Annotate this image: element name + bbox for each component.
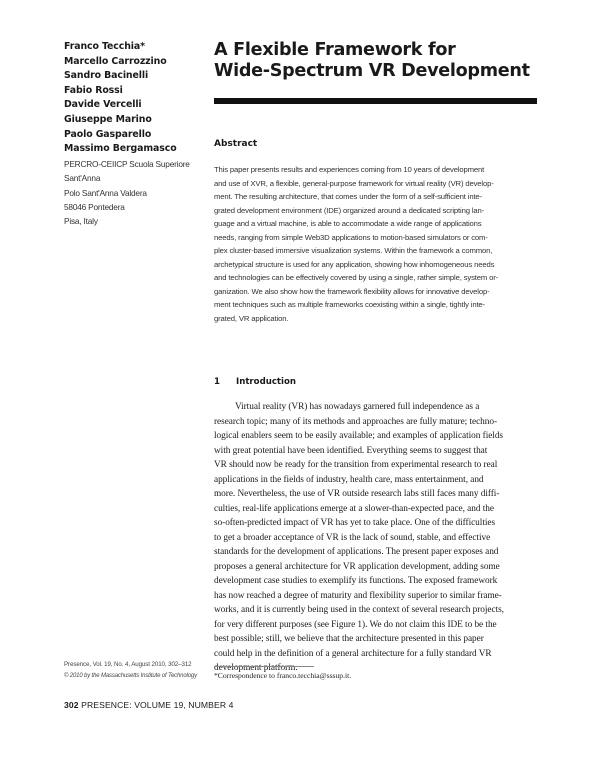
abstract-body [214, 163, 537, 326]
abstract-heading: Abstract [214, 139, 258, 149]
body-line: applications in the fields of industry, health care, mass entertainment, and [214, 474, 484, 485]
abstract-line: grated development environment (IDE) organized around a dedicated scripting lan- [214, 205, 485, 215]
abstract-line: and use of XVR, a flexible, general-purpose framework for virtual reality (VR) develop- [214, 178, 494, 188]
author-name: Fabio Rossi [64, 84, 123, 96]
paper-title [214, 40, 554, 81]
abstract-line: plex cluster-based immersive visualization systems. Within the framework a common, [214, 246, 493, 256]
body-line: could help in the definition of a general architecture for a fully standard VR [214, 648, 492, 659]
body-line: culties, real-life applications emerge at a slower-than-expected pace, and the [214, 503, 494, 514]
body-line: development platform. [214, 663, 298, 673]
abstract-line: guage and a virtual machine, is able to accommodate a wide range of applications [214, 219, 482, 229]
footnote: *Correspondence to franco.tecchia@sssup.it. [214, 671, 352, 680]
body-line: research topic; many of its methods and approaches are fully mature; techno- [214, 416, 498, 427]
body-line: works, and it is currently being used in the context of several research projects, [214, 605, 504, 615]
affiliation-line: 58046 Pontedera [64, 201, 125, 212]
author-block [64, 40, 214, 229]
body-line: with great potential have been identified. Everything seems to suggest that [214, 445, 488, 456]
affiliation-line: Sant'Anna [64, 173, 101, 184]
author-name: Massimo Bergamasco [64, 143, 177, 155]
section-heading: Introduction [236, 377, 297, 387]
author-name: Marcello Carrozzino [64, 55, 167, 67]
page-number: 302 [64, 700, 79, 710]
abstract-line: ment. The resulting architecture, that comes under the form of a self-sufficient inte- [214, 192, 482, 202]
abstract-line: This paper presents results and experiences coming from 10 years of development [214, 165, 485, 174]
journal-volume: PRESENCE: VOLUME 19, NUMBER 4 [81, 700, 234, 710]
affiliation-line: PERCRO-CEIICP Scuola Superiore [64, 158, 190, 169]
body-line: development case studies to exemplify its functions. The exposed framework [214, 576, 498, 586]
abstract-line: archetypical structure is used for any application, showing how inhomogeneous needs [214, 259, 495, 269]
body-line: for very different purposes (see Figure 1). We do not claim this IDE to be the [214, 619, 497, 630]
title-line: Wide-Spectrum VR Development [214, 60, 530, 81]
body-line: so-often-predicted impact of VR has yet to take place. One of the difficulties [214, 518, 496, 528]
body-line: has now reached a degree of maturity and flexibility superior to similar frame- [214, 590, 502, 601]
abstract-line: grated, VR application. [214, 314, 289, 324]
author-name: Franco Tecchia* [64, 41, 145, 52]
affiliation-line: Pisa, Italy [64, 216, 98, 227]
abstract-line: and technologies can be effectively covered by using a single, rather simple, system or- [214, 273, 499, 283]
abstract-line: needs, ranging from simple Web3D applications to motion-based simulators or com- [214, 232, 488, 242]
body-line: more. Nevertheless, the use of VR outside research labs still faces many diffi- [214, 489, 500, 499]
body-line: logical enablers seem to be easily available; and examples of application fields [214, 431, 504, 441]
body-line: proposes a general architecture for VR application development, adding some [214, 561, 500, 572]
author-name: Paolo Gasparello [64, 128, 152, 140]
body-line: Virtual reality (VR) has nowadays garnered full independence as a [235, 402, 480, 412]
page-footer [64, 700, 234, 710]
author-name: Davide Vercelli [64, 99, 142, 111]
copyright-notice: © 2010 by the Massachusetts Institute of Technology [64, 673, 197, 679]
body-line: to get a broader acceptance of VR is the lack of sound, stable, and effective [214, 532, 491, 543]
title-line: A Flexible Framework for [214, 40, 456, 60]
author-name: Giuseppe Marino [64, 113, 152, 125]
abstract-line: ganization. We also show how the framework flexibility allows for innovative develop- [214, 286, 490, 296]
abstract-line: ment techniques such as multiple frameworks coexisting within a single, tightly inte- [214, 300, 485, 310]
introduction-body [214, 400, 539, 676]
body-line: VR should now be ready for the transition from experimental research to real [214, 460, 498, 470]
body-line: standards for the development of applications. The present paper exposes and [214, 547, 499, 557]
affiliation-line: Polo Sant'Anna Valdera [64, 187, 147, 198]
publication-citation: Presence, Vol. 19, No. 4, August 2010, 302–312 [64, 661, 192, 668]
footnote-rule [214, 666, 314, 667]
body-line: best possible; still, we believe that the architecture presented in this paper [214, 634, 484, 644]
section-number: 1 [214, 377, 220, 387]
author-name: Sandro Bacinelli [64, 70, 149, 82]
title-rule [214, 98, 537, 104]
